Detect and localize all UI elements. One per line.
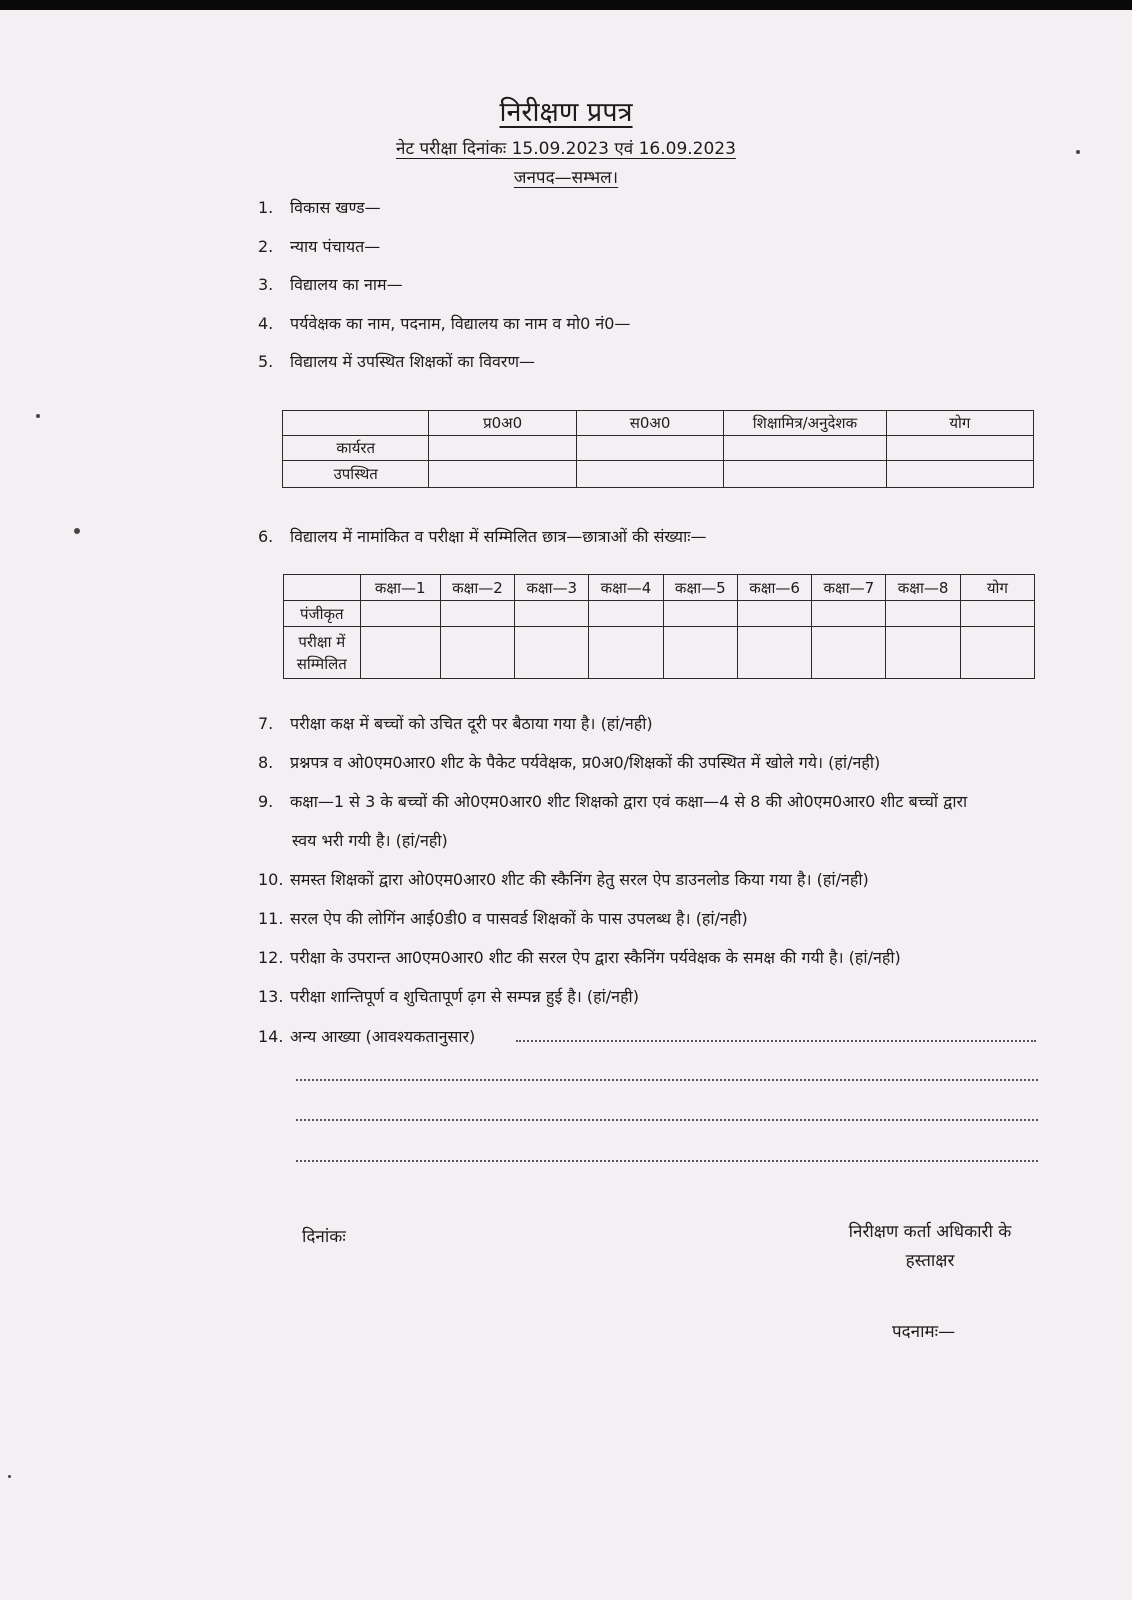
table-cell	[429, 436, 576, 461]
item-number: 3.	[258, 275, 274, 294]
table-cell	[663, 627, 737, 679]
table-cell	[812, 627, 886, 679]
item-text: कक्षा—1 से 3 के बच्चों की ओ0एम0आर0 शीट शिक्षको द्वारा एवं कक्षा—4 से 8 की ओ0एम0आर0 शीट बच्चों द्वारा	[290, 792, 968, 811]
table-header: योग	[886, 411, 1033, 436]
item-packet-opening	[258, 751, 880, 773]
table-cell	[663, 601, 737, 627]
item-text: प्रश्नपत्र व ओ0एम0आर0 शीट के पैकेट पर्यवेक्षक, प्र0अ0/शिक्षकों की उपस्थित में खोले गये। (हां/नही)	[290, 753, 881, 772]
table-header-empty	[283, 411, 429, 436]
row-label: पंजीकृत	[284, 601, 361, 627]
item-omr-filling	[258, 790, 967, 812]
table-cell	[440, 627, 514, 679]
table-cell	[737, 601, 811, 627]
table-cell	[960, 627, 1034, 679]
item-supervisor-details	[258, 312, 630, 334]
item-teachers-present	[258, 350, 535, 372]
form-title: निरीक्षण प्रपत्र	[499, 97, 633, 128]
table-cell	[960, 601, 1034, 627]
table-row	[284, 627, 1035, 679]
item-text: विद्यालय में नामांकित व परीक्षा में सम्मिलित छात्र—छात्राओं की संख्याः—	[290, 527, 707, 546]
table-cell	[360, 601, 440, 627]
table-row	[284, 601, 1035, 627]
table-header: कक्षा—1	[360, 575, 440, 601]
signature-line-1: निरीक्षण कर्ता अधिकारी के	[848, 1222, 1012, 1242]
table-header: कक्षा—4	[589, 575, 663, 601]
item-text: परीक्षा शान्तिपूर्ण व शुचितापूर्ण ढ़ग से सम्पन्न हुई है। (हां/नही)	[290, 987, 639, 1006]
signature-label	[825, 1219, 1035, 1271]
item-other-remarks	[258, 1025, 475, 1047]
table-header: शिक्षामित्र/अनुदेशक	[724, 411, 886, 436]
item-number: 9.	[258, 792, 274, 811]
item-login-credentials	[258, 907, 748, 929]
item-nyay-panchayat	[258, 235, 380, 257]
row-label: उपस्थित	[283, 461, 429, 488]
scan-top-border	[0, 0, 1132, 10]
remarks-dotted-line	[516, 1040, 1036, 1042]
teacher-attendance-table	[282, 410, 1034, 488]
table-cell	[589, 601, 663, 627]
item-text: विद्यालय का नाम—	[290, 275, 403, 294]
item-text: अन्य आख्या (आवश्यकतानुसार)	[290, 1027, 476, 1046]
item-omr-scanning	[258, 946, 901, 968]
table-cell	[886, 461, 1033, 488]
item-text: सरल ऐप की लोगिंन आई0डी0 व पासवर्ड शिक्षकों के पास उपलब्ध है। (हां/नही)	[290, 909, 748, 928]
item-text: समस्त शिक्षकों द्वारा ओ0एम0आर0 शीट की स्कैनिंग हेतु सरल ऐप डाउनलोड किया गया है। (हां/नही)	[290, 870, 869, 889]
exam-dates: नेट परीक्षा दिनांकः 15.09.2023 एवं 16.09.2023	[396, 139, 736, 159]
item-text: विद्यालय में उपस्थित शिक्षकों का विवरण—	[290, 352, 536, 371]
table-cell	[576, 436, 723, 461]
table-header-row	[283, 411, 1034, 436]
item-number: 5.	[258, 352, 274, 371]
table-header: स0अ0	[576, 411, 723, 436]
table-header: कक्षा—6	[737, 575, 811, 601]
remarks-dotted-line	[296, 1160, 1038, 1162]
item-school-name	[258, 273, 403, 295]
remarks-dotted-line	[296, 1119, 1038, 1121]
table-header: कक्षा—5	[663, 575, 737, 601]
item-student-count	[258, 525, 706, 547]
table-cell	[440, 601, 514, 627]
table-cell	[886, 627, 960, 679]
remarks-dotted-line	[296, 1079, 1038, 1081]
designation-label: पदनामः—	[892, 1322, 956, 1342]
item-exam-conduct	[258, 985, 639, 1007]
item-number: 13.	[258, 987, 284, 1006]
table-cell	[812, 601, 886, 627]
item-number: 14.	[258, 1027, 284, 1046]
table-cell	[515, 627, 589, 679]
table-cell	[576, 461, 723, 488]
student-count-table	[283, 574, 1035, 679]
item-number: 10.	[258, 870, 284, 889]
table-cell	[515, 601, 589, 627]
item-seating-distance	[258, 712, 653, 734]
item-number: 1.	[258, 198, 274, 217]
table-header: योग	[960, 575, 1034, 601]
item-text: पर्यवेक्षक का नाम, पदनाम, विद्यालय का नाम व मो0 नं0—	[290, 314, 631, 333]
item-number: 7.	[258, 714, 274, 733]
date-label: दिनांकः	[302, 1227, 346, 1247]
table-header: प्र0अ0	[429, 411, 576, 436]
item-number: 4.	[258, 314, 274, 333]
scan-speck	[8, 1475, 11, 1478]
item-text: न्याय पंचायत—	[290, 237, 381, 256]
item-number: 11.	[258, 909, 284, 928]
table-cell	[886, 601, 960, 627]
item-block-development	[258, 196, 381, 218]
district-name: जनपद—सम्भल।	[513, 168, 619, 188]
table-cell	[360, 627, 440, 679]
item-text: विकास खण्ड—	[290, 198, 381, 217]
scan-speck	[36, 414, 40, 418]
item-number: 8.	[258, 753, 274, 772]
table-cell	[724, 436, 886, 461]
table-header: कक्षा—2	[440, 575, 514, 601]
item-number: 2.	[258, 237, 274, 256]
table-header: कक्षा—8	[886, 575, 960, 601]
item-number: 6.	[258, 527, 274, 546]
item-app-download	[258, 868, 869, 890]
table-row	[283, 436, 1034, 461]
scan-speck	[1076, 150, 1080, 154]
table-cell	[737, 627, 811, 679]
table-header-row	[284, 575, 1035, 601]
item-omr-filling-continued: स्वय भरी गयी है। (हां/नही)	[292, 831, 448, 850]
table-cell	[886, 436, 1033, 461]
item-text: परीक्षा के उपरान्त आ0एम0आर0 शीट की सरल ऐप द्वारा स्कैनिंग पर्यवेक्षक के समक्ष की गयी है। (हां/नही)	[290, 948, 901, 967]
table-header-empty	[284, 575, 361, 601]
signature-line-2: हस्ताक्षर	[905, 1251, 955, 1271]
table-header: कक्षा—7	[812, 575, 886, 601]
item-text: परीक्षा कक्ष में बच्चों को उचित दूरी पर बैठाया गया है। (हां/नही)	[290, 714, 653, 733]
row-label: कार्यरत	[283, 436, 429, 461]
table-header: कक्षा—3	[515, 575, 589, 601]
table-row	[283, 461, 1034, 488]
row-label: परीक्षा में सम्मिलित	[284, 627, 361, 679]
table-cell	[589, 627, 663, 679]
item-number: 12.	[258, 948, 284, 967]
table-cell	[724, 461, 886, 488]
table-cell	[429, 461, 576, 488]
scan-speck	[74, 528, 80, 534]
